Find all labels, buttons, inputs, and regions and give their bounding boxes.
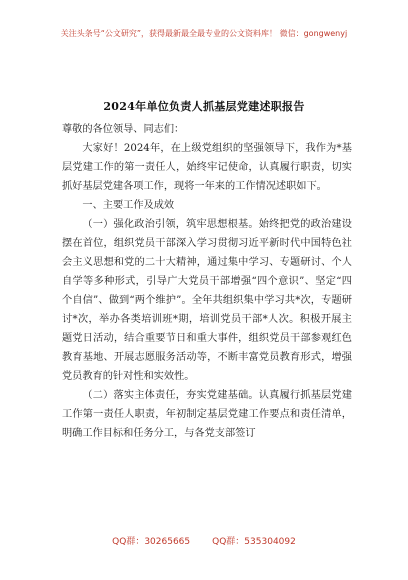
qq-group-2: QQ群：535304092 xyxy=(212,537,296,547)
intro-paragraph: 大家好！2024年，在上级党组织的坚强领导下，我作为*基层党建工作的第一责任人，始终牢记使命，认真履行职责，切实抓好基层党建各项工作，现将一年来的工作情况述职如下。 xyxy=(62,143,352,192)
document-body xyxy=(62,139,352,443)
section-heading: 一、主要工作及成效 xyxy=(82,200,175,211)
item-paragraph-1: （一）强化政治引领，筑牢思想根基。始终把党的政治建设摆在首位，组织党员干部深入学习贯彻习近平新时代中国特色社会主义思想和党的二十大精神，通过集中学习、专题研讨、个人自学等多种形式，引导广大党员干部增强“四个意识”、坚定“四个自信”、做到“两个维护”。全年共组织集中学习共*次，专题研讨*次，举办各类培训班*期，培训党员干部*人次。积极开展主题党日活动，结合重要节日和重大事件，组织党员干部参观红色教育基地、开展志愿服务活动等，不断丰富党员教育形式，增强党员教育的针对性和实效性。 xyxy=(62,219,352,382)
item-paragraph-2: （二）落实主体责任，夯实党建基础。认真履行抓基层党建工作第一责任人职责，年初制定基层党建工作要点和责任清单，明确工作目标和任务分工，与各党支部签订 xyxy=(62,390,352,439)
document-title: 2024年单位负责人抓基层党建述职报告 xyxy=(103,100,305,113)
promo-banner: 关注头条号“公文研究”，获得最新最全最专业的公文资料库！ 微信：gongwenyj xyxy=(60,29,348,38)
salutation: 尊敬的各位领导、同志们： xyxy=(62,124,185,135)
contact-footer xyxy=(0,534,408,547)
qq-group-1: QQ群：30265665 xyxy=(112,537,191,547)
